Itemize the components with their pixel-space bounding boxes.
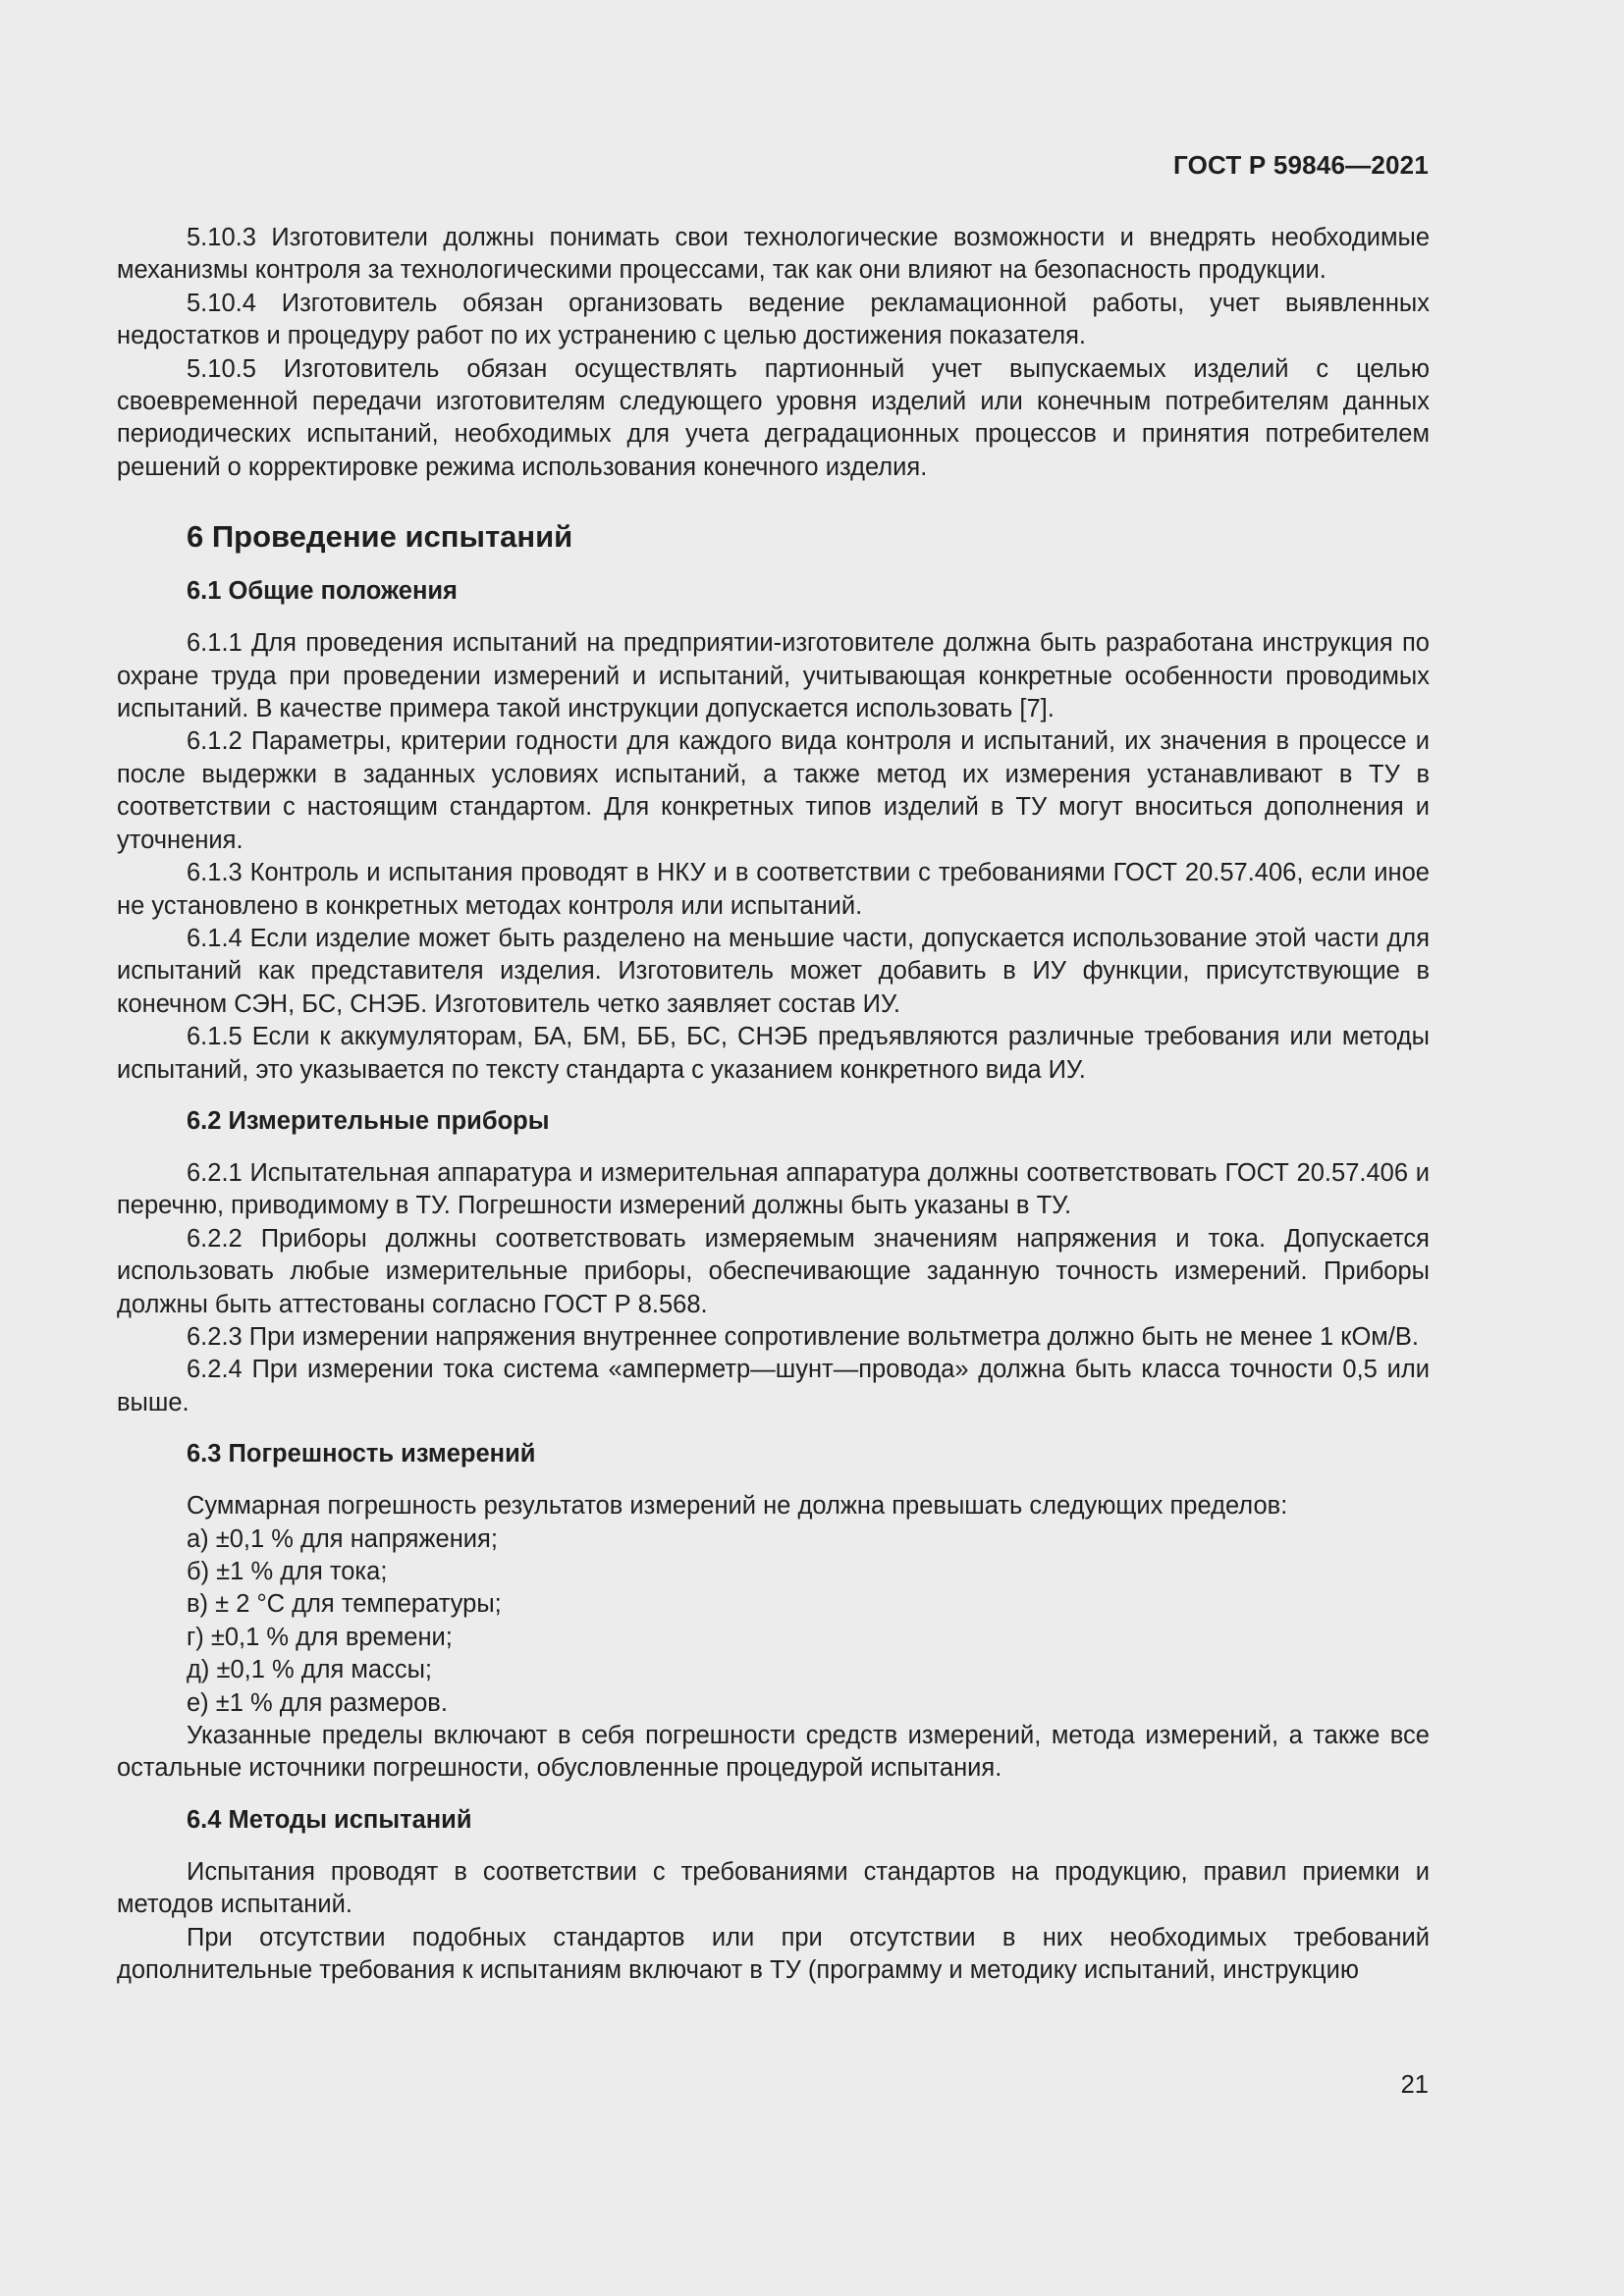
paragraph-6-4-1: Испытания проводят в соответствии с требованиями стандартов на продукцию, правил приемки и методов испытаний. <box>117 1857 1430 1919</box>
subsection-6-1-heading: 6.1 Общие положения <box>187 577 458 606</box>
paragraph-5-10-5: 5.10.5 Изготовитель обязан осуществлять партионный учет выпускаемых изделий с целью своевременной передачи изготовителям следующего уровня изделий или конечным потребителям данных периодических испытаний, необходимых для учета деградационных процессов и принятия потребителем решений о корректировке режима использования конечного изделия. <box>117 354 1430 481</box>
list-item: а) ±0,1 % для напряжения; <box>187 1524 498 1553</box>
paragraph-6-1-5: 6.1.5 Если к аккумуляторам, БА, БМ, ББ, БС, СНЭБ предъявляются различные требования или методы испытаний, это указывается по тексту стандарта с указанием конкретного вида ИУ. <box>117 1023 1430 1084</box>
paragraph-6-2-3: 6.2.3 При измерении напряжения внутреннее сопротивление вольтметра должно быть не менее 1 кОм/В. <box>187 1322 1420 1351</box>
paragraph-6-1-4: 6.1.4 Если изделие может быть разделено на меньшие части, допускается использование этой части для испытаний как представителя изделия. Изготовитель может добавить в ИУ функции, присутствующие в конечном СЭН, БС, СНЭБ. Изготовитель четко заявляет состав ИУ. <box>117 924 1430 1018</box>
paragraph-6-1-1: 6.1.1 Для проведения испытаний на предприятии-изготовителе должна быть разработана инструкция по охране труда при проведении измерений и испытаний, учитывающая конкретные особенности проводимых испытаний. В качестве примера такой инструкции допускается использовать [7]. <box>117 629 1430 723</box>
paragraph-5-10-3: 5.10.3 Изготовители должны понимать свои технологические возможности и внедрять необходимые механизмы контроля за технологическими процессами, так как они влияют на безопасность продукции. <box>117 224 1430 285</box>
error-limits-list <box>117 1523 1430 1720</box>
page-number: 21 <box>1400 2071 1429 2099</box>
list-item: г) ±0,1 % для времени; <box>187 1623 453 1651</box>
paragraph-6-2-2: 6.2.2 Приборы должны соответствовать измеряемым значениям напряжения и тока. Допускается использовать любые измерительные приборы, обеспечивающие заданную точность измерений. Приборы должны быть аттестованы согласно ГОСТ Р 8.568. <box>117 1224 1430 1318</box>
paragraph-6-1-2: 6.1.2 Параметры, критерии годности для каждого вида контроля и испытаний, их значения в процессе и после выдержки в заданных условиях испытаний, а также метод их измерения устанавливают в ТУ в соответствии с настоящим стандартом. Для конкретных типов изделий в ТУ могут вноситься дополнения и уточнения. <box>117 727 1430 854</box>
paragraph-5-10-4: 5.10.4 Изготовитель обязан организовать ведение рекламационной работы, учет выявленных недостатков и процедуру работ по их устранению с целью достижения показателя. <box>117 289 1430 350</box>
subsection-6-4-heading: 6.4 Методы испытаний <box>187 1805 472 1834</box>
subsection-6-2-heading: 6.2 Измерительные приборы <box>187 1106 550 1135</box>
paragraph-6-2-4: 6.2.4 При измерении тока система «амперметр—шунт—провода» должна быть класса точности 0,5 или выше. <box>117 1356 1430 1416</box>
standard-designation: ГОСТ Р 59846—2021 <box>1173 150 1429 180</box>
paragraph-6-1-3: 6.1.3 Контроль и испытания проводят в НКУ и в соответствии с требованиями ГОСТ 20.57.406, если иное не установлено в конкретных методах контроля или испытаний. <box>117 859 1430 920</box>
paragraph-6-3-after: Указанные пределы включают в себя погрешности средств измерений, метода измерений, а также все остальные источники погрешности, обусловленные процедурой испытания. <box>117 1722 1430 1783</box>
paragraph-6-4-2: При отсутствии подобных стандартов или при отсутствии в них необходимых требований дополнительные требования к испытаниям включают в ТУ (программу и методику испытаний, инструкцию <box>117 1923 1430 1985</box>
list-item: д) ±0,1 % для массы; <box>187 1656 433 1684</box>
page-content <box>117 222 1430 1987</box>
section-6-heading: 6 Проведение испытаний <box>187 519 573 555</box>
list-item: в) ± 2 °С для температуры; <box>187 1590 502 1619</box>
list-item: б) ±1 % для тока; <box>187 1558 388 1585</box>
list-item: е) ±1 % для размеров. <box>187 1688 448 1717</box>
paragraph-6-2-1: 6.2.1 Испытательная аппаратура и измерительная аппаратура должны соответствовать ГОСТ 20.57.406 и перечню, приводимому в ТУ. Погрешности измерений должны быть указаны в ТУ. <box>117 1158 1430 1220</box>
paragraph-6-3-intro: Суммарная погрешность результатов измерений не должна превышать следующих пределов: <box>187 1492 1288 1521</box>
subsection-6-3-heading: 6.3 Погрешность измерений <box>187 1440 536 1468</box>
